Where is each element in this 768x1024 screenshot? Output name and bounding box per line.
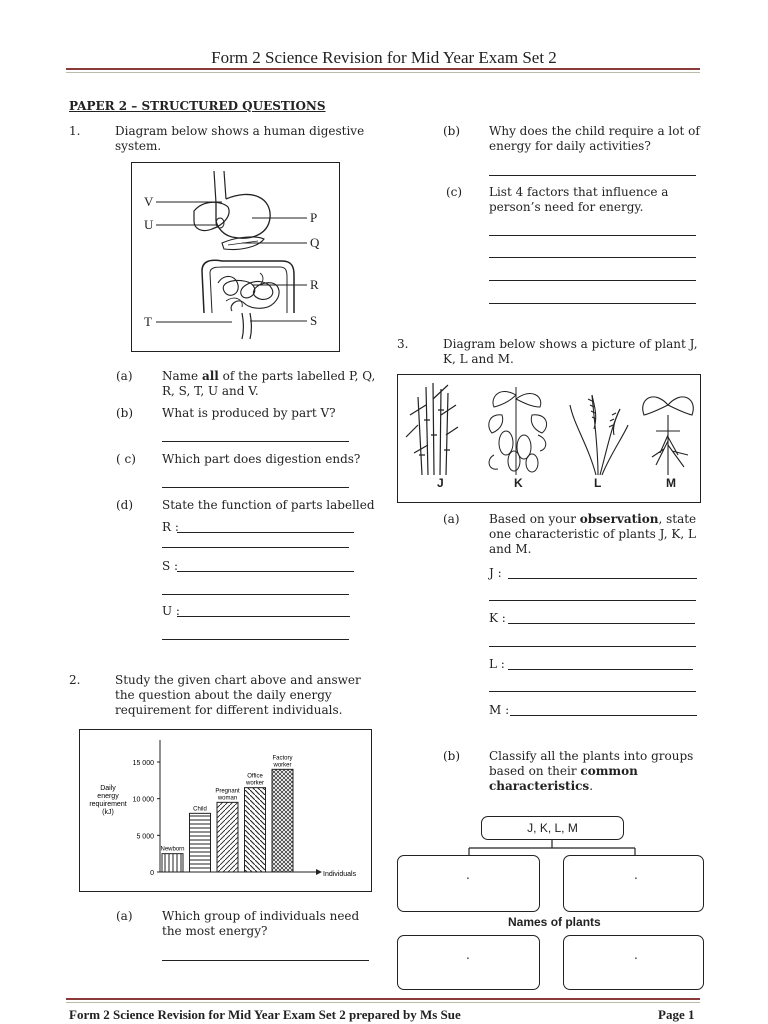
q1d-tag: (d) <box>116 498 134 512</box>
answer-line-q1c[interactable] <box>162 487 349 488</box>
document-title: Form 2 Science Revision for Mid Year Exam Set 2 <box>211 48 557 67</box>
plant-k-drawing <box>489 387 547 475</box>
bar-label: worker <box>245 780 265 787</box>
q2c-tag: (c) <box>446 185 463 199</box>
q1a-tag: (a) <box>116 369 133 383</box>
q3a-l-label: L : <box>489 657 505 671</box>
answer-line-q1d-r[interactable] <box>177 532 354 533</box>
footer-text: Form 2 Science Revision for Mid Year Exam Set 2 prepared by Ms Sue <box>69 1007 461 1022</box>
q3b-tag: (b) <box>443 749 461 763</box>
q2a-tag: (a) <box>116 909 133 923</box>
plant-j-drawing <box>406 383 458 475</box>
answer-line-q1d-u[interactable] <box>177 616 350 617</box>
group-box-top-right[interactable] <box>563 855 704 912</box>
q1-intro-line1: Diagram below shows a human digestive <box>115 124 365 138</box>
diagram-label-r: R <box>310 277 319 292</box>
answer-line-q3a-l[interactable] <box>508 669 693 670</box>
answer-line-q1b[interactable] <box>162 441 349 442</box>
answer-line-q2b[interactable] <box>489 175 696 176</box>
q2b-tag: (b) <box>443 124 461 138</box>
answer-line-q2c-1[interactable] <box>489 235 696 236</box>
q2c-line2: person’s need for energy. <box>489 200 644 214</box>
group-box-dot: . <box>466 948 470 962</box>
plant-label-k: K <box>514 476 523 490</box>
q2-line1: Study the given chart above and answer <box>115 673 361 687</box>
q3b-line1: Classify all the plants into groups <box>489 749 694 763</box>
group-box-dot: . <box>634 868 638 882</box>
page-number: Page 1 <box>658 1007 695 1022</box>
q2-line3: requirement for different individuals. <box>115 703 343 717</box>
header-rule-thin <box>66 72 700 73</box>
diagram-label-v: V <box>144 194 154 209</box>
digestive-system-diagram <box>131 162 340 352</box>
y-tick-label: 0 <box>150 870 154 877</box>
group-box-bottom-left[interactable] <box>397 935 540 990</box>
q3a-tag: (a) <box>443 512 460 526</box>
digestive-system-drawing <box>132 163 339 351</box>
answer-line-q3a-k2[interactable] <box>489 646 696 647</box>
tree-root-box <box>481 816 624 840</box>
bar-label: Factory <box>272 755 293 762</box>
y-tick-label: 5 000 <box>136 833 154 841</box>
q1-number: 1. <box>69 124 81 138</box>
plant-label-j: J <box>437 476 444 490</box>
bar-4 <box>272 769 293 872</box>
q3-number: 3. <box>397 337 409 351</box>
diagram-label-u: U <box>144 217 154 232</box>
y-tick-label: 10 000 <box>132 796 154 804</box>
answer-line-q2c-4[interactable] <box>489 303 696 304</box>
bar-label: woman <box>217 795 238 802</box>
answer-line-q1d-s[interactable] <box>177 571 354 572</box>
q1b-text: What is produced by part V? <box>162 406 336 420</box>
q3a-m-label: M : <box>489 703 510 717</box>
group-box-top-left[interactable] <box>397 855 540 912</box>
answer-line-q1d-u2[interactable] <box>162 639 349 640</box>
q3a-j-label: J : <box>489 566 502 580</box>
answer-line-q1d-r2[interactable] <box>162 547 349 548</box>
bar-3 <box>245 788 266 872</box>
q2b-line1: Why does the child require a lot of <box>489 124 700 138</box>
answer-line-q2c-3[interactable] <box>489 280 696 281</box>
bar-label: worker <box>273 762 292 769</box>
answer-line-q3a-j[interactable] <box>508 578 697 579</box>
section-title: PAPER 2 – STRUCTURED QUESTIONS <box>69 99 326 113</box>
answer-line-q1d-s2[interactable] <box>162 594 349 595</box>
bar-label: Office <box>247 773 263 780</box>
q1c-text: Which part does digestion ends? <box>162 452 361 466</box>
x-axis-arrow <box>316 869 322 875</box>
answer-line-q2a[interactable] <box>162 960 369 961</box>
footer-rule <box>66 998 700 1000</box>
bar-label: Child <box>193 806 207 813</box>
y-axis-label: Daily <box>100 785 116 792</box>
plant-label-m: M <box>666 476 676 490</box>
q1b-tag: (b) <box>116 406 134 420</box>
q3a-line2: one characteristic of plants J, K, L <box>489 527 696 541</box>
diagram-label-s: S <box>310 313 318 328</box>
q1d-r-label: R : <box>162 520 179 534</box>
bar-label: Pregnant <box>215 788 240 795</box>
answer-line-q3a-l2[interactable] <box>489 691 696 692</box>
q1d-u-label: U : <box>162 604 180 618</box>
q2-number: 2. <box>69 673 81 687</box>
q1c-tag: ( c) <box>116 452 136 466</box>
diagram-label-p: P <box>310 210 318 225</box>
footer-rule-thin <box>66 1002 700 1003</box>
y-axis-label: (kJ) <box>102 809 114 816</box>
bar-2 <box>217 802 238 872</box>
tree-root-label: J, K, L, M <box>527 821 578 835</box>
q2b-line2: energy for daily activities? <box>489 139 651 153</box>
y-axis-label: energy <box>97 793 119 800</box>
energy-bar-chart <box>80 730 371 891</box>
answer-line-q3a-m[interactable] <box>510 715 697 716</box>
q3a-line1: Based on your observation, state <box>489 512 697 526</box>
q1d-s-label: S : <box>162 559 179 573</box>
answer-line-q3a-k[interactable] <box>508 623 695 624</box>
answer-line-q3a-j2[interactable] <box>489 600 696 601</box>
q3-line1: Diagram below shows a picture of plant J, <box>443 337 698 351</box>
q2a-line2: the most energy? <box>162 924 268 938</box>
group-box-bottom-right[interactable] <box>563 935 704 990</box>
q2a-line1: Which group of individuals need <box>162 909 360 923</box>
bar-label: Newborn <box>160 846 185 853</box>
q3a-line3: and M. <box>489 542 532 556</box>
diagram-label-q: Q <box>310 235 320 250</box>
q1-intro-line2: system. <box>115 139 162 153</box>
q1a-line1: Name all of the parts labelled P, Q, <box>162 369 376 383</box>
group-box-dot: . <box>466 868 470 882</box>
header-rule <box>66 68 700 70</box>
q3b-line3: characteristics. <box>489 779 594 793</box>
bar-1 <box>190 813 211 872</box>
group-box-dot: . <box>634 948 638 962</box>
q2-line2: the question about the daily energy <box>115 688 332 702</box>
diagram-label-t: T <box>144 314 152 329</box>
bar-0 <box>162 854 183 872</box>
x-axis-label: Individuals <box>323 871 357 878</box>
q1a-line2: R, S, T, U and V. <box>162 384 259 398</box>
q3a-k-label: K : <box>489 611 506 625</box>
y-axis-label: requirement <box>89 801 127 808</box>
plant-m-drawing <box>643 397 694 475</box>
names-of-plants-label: Names of plants <box>508 915 601 929</box>
plant-l-drawing <box>570 395 628 475</box>
answer-line-q2c-2[interactable] <box>489 257 696 258</box>
energy-chart-frame <box>79 729 372 892</box>
y-tick-label: 15 000 <box>132 760 154 767</box>
q3b-line2: based on their common <box>489 764 638 778</box>
plant-label-l: L <box>594 476 602 490</box>
q1d-text: State the function of parts labelled <box>162 498 375 512</box>
q3-line2: K, L and M. <box>443 352 514 366</box>
q2c-line1: List 4 factors that influence a <box>489 185 669 199</box>
